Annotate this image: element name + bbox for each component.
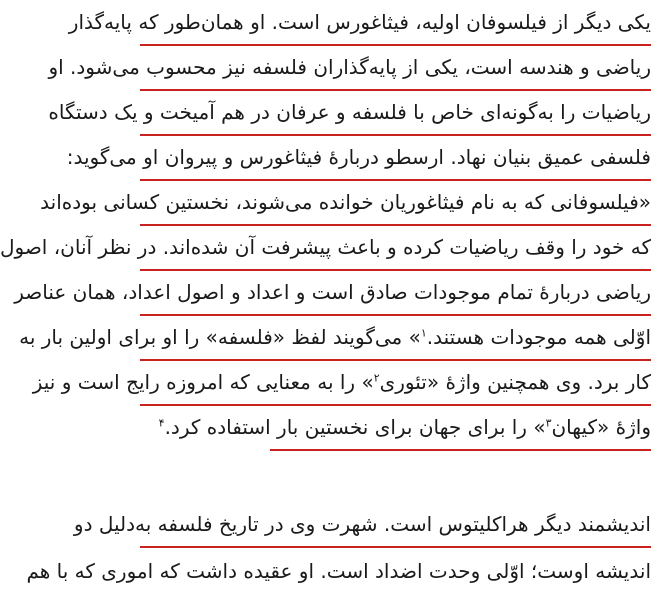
- underline-10: [270, 449, 651, 451]
- paragraph1-line-7: ریاضی دربارهٔ تمام موجودات صادق است و اعداد و اصول اعداد، همان عناصر: [14, 280, 651, 304]
- underline-5: [140, 224, 651, 226]
- underline-9: [140, 404, 651, 406]
- underline-11: [140, 546, 651, 548]
- line-8-part-a: اوّلی همه موجودات هستند.: [426, 325, 651, 349]
- underline-2: [140, 89, 651, 91]
- paragraph1-line-6: که خود را وقف ریاضیات کرده و باعث پیشرفت آن شده‌اند. در نظر آنان، اصول: [0, 235, 651, 259]
- line-9-part-a: کار برد. وی همچنین واژهٔ «تئوری: [379, 370, 651, 394]
- paragraph2-line-2: اندیشه اوست؛ اوّلی وحدت اضداد است. او عقیده داشت که اموری که با هم: [26, 559, 651, 583]
- footnote-mark-1: ۱: [420, 326, 427, 340]
- line-10-part-b: » را برای جهان برای نخستین بار استفاده کرد.: [164, 415, 546, 439]
- underline-6: [140, 269, 651, 271]
- underline-3: [140, 134, 651, 136]
- underline-1: [140, 44, 651, 46]
- line-8-part-b: » می‌گویند لفظ «فلسفه» را او برای اولین بار به: [19, 325, 421, 349]
- line-10-part-a: واژهٔ «کیهان: [551, 415, 651, 439]
- paragraph1-line-4: فلسفی عمیق بنیان نهاد. ارسطو دربارهٔ فیثاغورس و پیروان او می‌گوید:: [66, 145, 651, 169]
- paragraph1-line-1: یکی دیگر از فیلسوفان اولیه، فیثاغورس است. او همان‌طور که پایه‌گذار: [68, 10, 651, 34]
- underline-8: [140, 359, 651, 361]
- footnote-mark-3: ۳: [545, 416, 552, 430]
- paragraph2-line-1: اندیشمند دیگر هراکلیتوس است. شهرت وی در تاریخ فلسفه به‌دلیل دو: [73, 512, 651, 536]
- paragraph1-line-2: ریاضی و هندسه است، یکی از پایه‌گذاران فلسفه نیز محسوب می‌شود. او: [48, 55, 651, 79]
- paragraph1-line-9: [32, 363, 651, 401]
- line-9-part-b: » را به معنایی که امروزه رایج است و نیز: [32, 370, 374, 394]
- underline-4: [140, 179, 651, 181]
- footnote-mark-4: ۴: [158, 416, 165, 430]
- underline-7: [140, 314, 651, 316]
- paragraph1-line-10: [140, 408, 651, 446]
- paragraph1-line-8: [19, 318, 651, 356]
- paragraph1-line-3: ریاضیات را به‌گونه‌ای خاص با فلسفه و عرفان در هم آمیخت و یک دستگاه: [48, 100, 651, 124]
- footnote-mark-2: ۲: [373, 371, 380, 385]
- paragraph1-line-5: «فیلسوفانی که به نام فیثاغوریان خوانده می‌شوند، نخستین کسانی بوده‌اند: [40, 190, 651, 214]
